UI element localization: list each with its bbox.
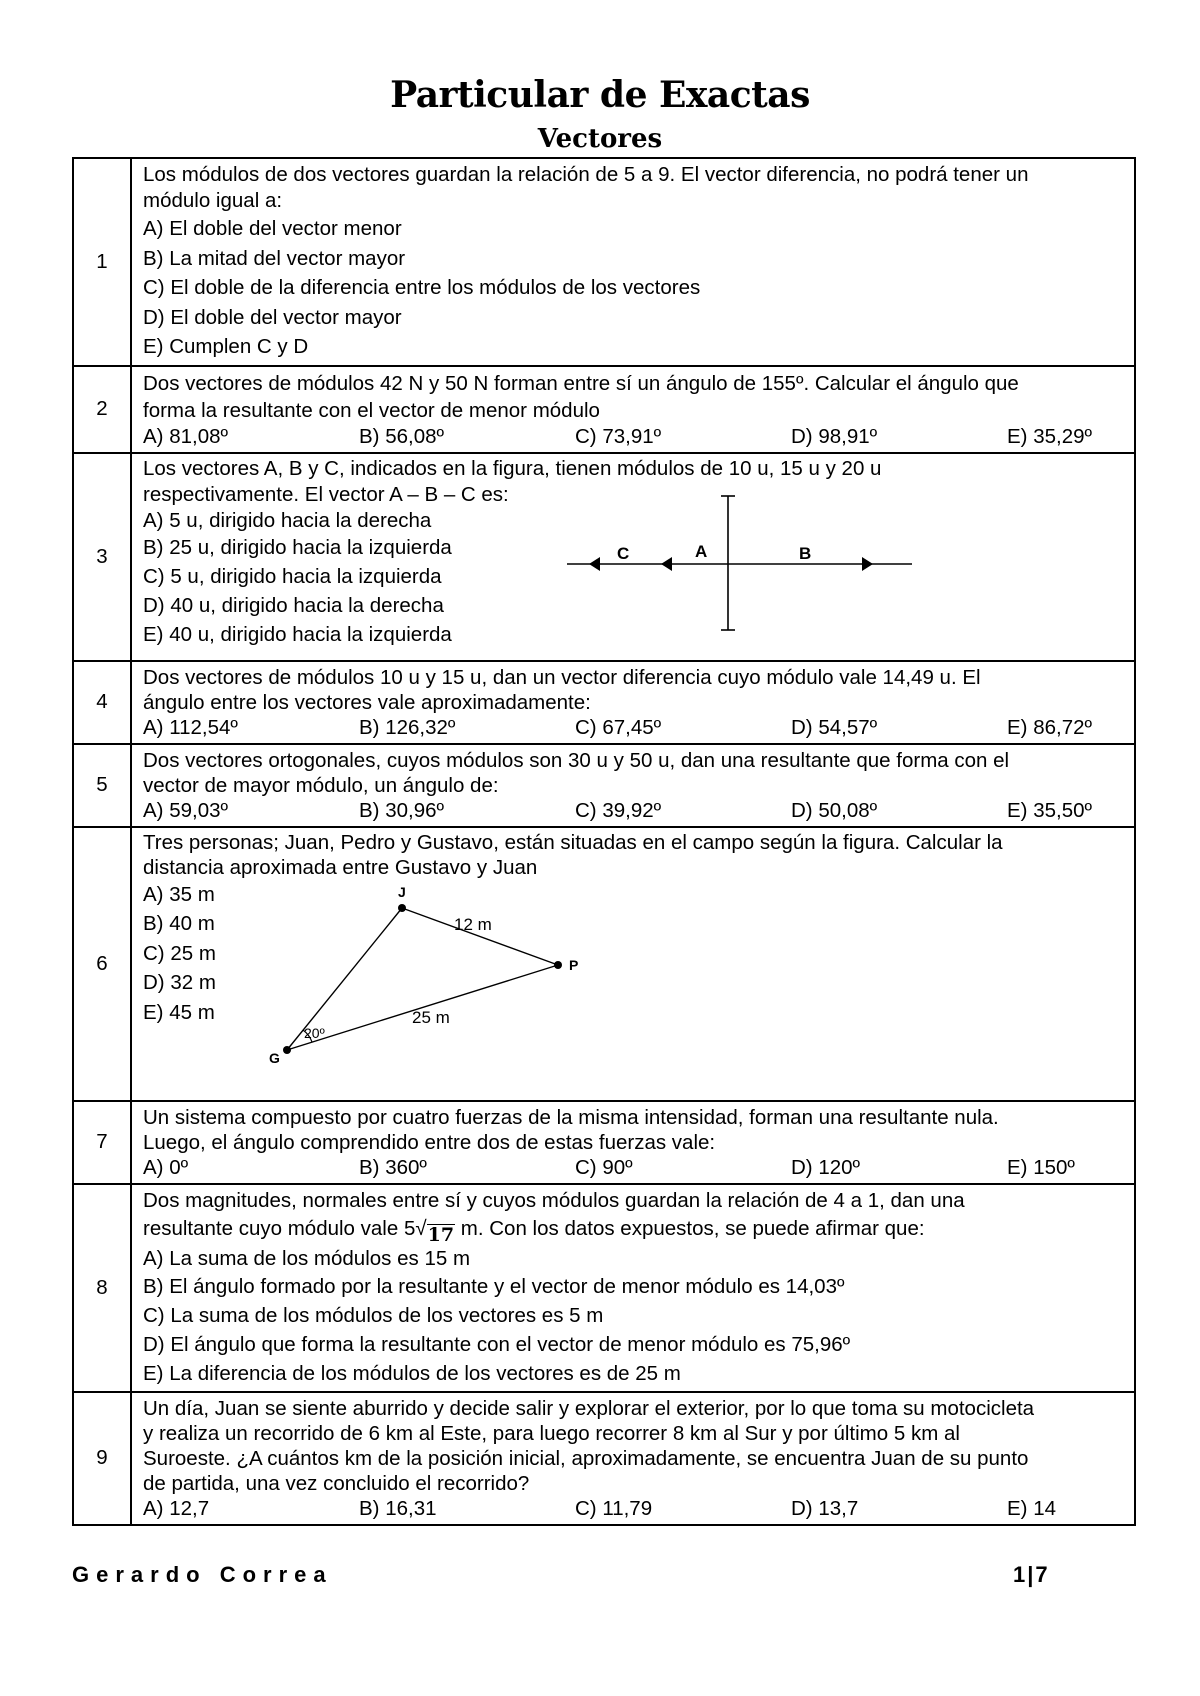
option: E) 14 <box>1007 1496 1056 1520</box>
text-segment: resultante cuyo módulo vale 5 <box>143 1216 416 1240</box>
question-text <box>143 1213 1126 1245</box>
option: D) El doble del vector mayor <box>143 305 402 329</box>
radical-sign-icon: √ <box>415 1216 427 1240</box>
questions-table <box>72 157 1136 1526</box>
question-number: 1 <box>73 158 131 366</box>
question-text: Un día, Juan se siente aburrido y decide salir y explorar el exterior, por lo que toma su motocicleta <box>143 1396 1035 1420</box>
question-body <box>131 744 1135 827</box>
question-text: Dos vectores ortogonales, cuyos módulos son 30 u y 50 u, dan una resultante que forma con el <box>143 748 1010 772</box>
option: D) El ángulo que forma la resultante con el vector de menor módulo es 75,96º <box>143 1332 851 1356</box>
question-body <box>131 158 1135 366</box>
question-text: forma la resultante con el vector de menor módulo <box>143 398 600 422</box>
label-b: B <box>799 543 812 563</box>
arrow-a-icon <box>661 557 672 571</box>
question-number: 4 <box>73 661 131 744</box>
option: D) 120º <box>791 1155 861 1179</box>
square-root <box>415 1213 455 1245</box>
radicand: 17 <box>427 1223 455 1246</box>
question-text: ángulo entre los vectores vale aproximadamente: <box>143 690 591 714</box>
question-row <box>73 1184 1135 1392</box>
option: B) 30,96º <box>359 798 444 822</box>
question-body <box>131 1392 1135 1525</box>
option: A) 12,7 <box>143 1496 210 1520</box>
page-title: Particular de Exactas <box>390 74 810 116</box>
option: B) 56,08º <box>359 424 444 448</box>
question-number: 3 <box>73 453 131 661</box>
question-body <box>131 1184 1135 1392</box>
option: D) 54,57º <box>791 715 878 739</box>
text-segment: m. Con los datos expuestos, se puede afirmar que: <box>455 1216 925 1240</box>
question-text: Los vectores A, B y C, indicados en la figura, tienen módulos de 10 u, 15 u y 20 u <box>143 456 882 480</box>
option: D) 40 u, dirigido hacia la derecha <box>143 593 444 617</box>
question-text: Suroeste. ¿A cuántos km de la posición inicial, aproximadamente, se encuentra Juan de su punto <box>143 1446 1029 1470</box>
question-text: Tres personas; Juan, Pedro y Gustavo, están situadas en el campo según la figura. Calcular la <box>143 830 1003 854</box>
arrow-c-icon <box>589 557 600 571</box>
question-body <box>131 661 1135 744</box>
distance-gp: 25 m <box>412 1007 450 1027</box>
question-body <box>131 827 1135 1101</box>
option: C) 11,79 <box>575 1496 653 1520</box>
options-row <box>143 1496 1126 1521</box>
question-text: Dos magnitudes, normales entre sí y cuyos módulos guardan la relación de 4 a 1, dan una <box>143 1188 965 1212</box>
question-text: Dos vectores de módulos 10 u y 15 u, dan un vector diferencia cuyo módulo vale 14,49 u. El <box>143 665 981 689</box>
option: A) 0º <box>143 1155 189 1179</box>
option: C) 5 u, dirigido hacia la izquierda <box>143 564 442 588</box>
option: C) 90º <box>575 1155 633 1179</box>
question-body <box>131 366 1135 453</box>
option: E) 45 m <box>143 1000 215 1024</box>
footer-author: Gerardo Correa <box>72 1562 333 1587</box>
option: E) 35,29º <box>1007 424 1092 448</box>
option: D) 98,91º <box>791 424 878 448</box>
label-g: G <box>269 1049 280 1066</box>
option: D) 32 m <box>143 971 216 994</box>
option: C) 39,92º <box>575 798 662 822</box>
option: E) La diferencia de los módulos de los vectores es de 25 m <box>143 1361 681 1385</box>
triangle-diagram <box>269 883 622 1098</box>
question-number: 7 <box>73 1101 131 1184</box>
option: E) 40 u, dirigido hacia la izquierda <box>143 622 452 646</box>
option: B) 16,31 <box>359 1496 437 1520</box>
question-row <box>73 366 1135 453</box>
page-number: 1|7 <box>1013 1562 1050 1587</box>
options-row <box>143 798 1126 823</box>
label-a: A <box>695 541 708 561</box>
option: C) 25 m <box>143 941 216 965</box>
label-c: C <box>617 543 630 563</box>
angle-label: 20º <box>304 1024 325 1041</box>
vector-diagram <box>567 490 927 640</box>
label-p: P <box>569 956 579 973</box>
question-row <box>73 453 1135 661</box>
option: B) 126,32º <box>359 715 456 739</box>
option: A) 112,54º <box>143 715 238 739</box>
option: E) 150º <box>1007 1155 1075 1179</box>
option: A) El doble del vector menor <box>143 217 402 240</box>
options-row <box>143 1155 1126 1180</box>
question-row <box>73 1101 1135 1184</box>
question-text: Luego, el ángulo comprendido entre dos de estas fuerzas vale: <box>143 1130 716 1154</box>
option: B) El ángulo formado por la resultante y el vector de menor módulo es 14,03º <box>143 1274 845 1298</box>
question-row <box>73 661 1135 744</box>
point-g-icon <box>283 1046 291 1054</box>
option: D) 13,7 <box>791 1496 859 1520</box>
question-body <box>131 453 1135 661</box>
options-row <box>143 424 1126 449</box>
question-number: 2 <box>73 366 131 453</box>
label-j: J <box>398 883 406 900</box>
option: C) 73,91º <box>575 424 662 448</box>
option: E) 86,72º <box>1007 715 1092 739</box>
option: C) La suma de los módulos de los vectores es 5 m <box>143 1303 604 1327</box>
question-text: vector de mayor módulo, un ángulo de: <box>143 773 499 797</box>
question-number: 6 <box>73 827 131 1101</box>
question-text: de partida, una vez concluido el recorrido? <box>143 1471 530 1495</box>
option: D) 50,08º <box>791 798 878 822</box>
question-row <box>73 827 1135 1101</box>
question-body <box>131 1101 1135 1184</box>
point-p-icon <box>554 961 562 969</box>
question-number: 8 <box>73 1184 131 1392</box>
arrow-b-icon <box>862 557 873 571</box>
question-text: Un sistema compuesto por cuatro fuerzas de la misma intensidad, forman una resultante nula. <box>143 1105 999 1129</box>
option: E) Cumplen C y D <box>143 335 309 358</box>
question-text: Los módulos de dos vectores guardan la relación de 5 a 9. El vector diferencia, no podrá tener un <box>143 163 1029 186</box>
question-row <box>73 158 1135 366</box>
option: A) La suma de los módulos es 15 m <box>143 1246 471 1270</box>
option: C) El doble de la diferencia entre los módulos de los vectores <box>143 276 701 299</box>
option: B) 360º <box>359 1155 427 1179</box>
option: A) 81,08º <box>143 424 228 448</box>
question-text: respectivamente. El vector A – B – C es: <box>143 482 509 506</box>
option: C) 67,45º <box>575 715 662 739</box>
option: A) 35 m <box>143 882 215 906</box>
question-text: y realiza un recorrido de 6 km al Este, para luego recorrer 8 km al Sur y por último 5 km al <box>143 1421 960 1445</box>
option: E) 35,50º <box>1007 798 1092 822</box>
question-row <box>73 1392 1135 1525</box>
question-text: módulo igual a: <box>143 189 283 212</box>
option: A) 59,03º <box>143 798 228 822</box>
option: B) La mitad del vector mayor <box>143 246 406 270</box>
page-subtitle: Vectores <box>537 124 663 154</box>
question-text: distancia aproximada entre Gustavo y Juan <box>143 855 538 879</box>
question-number: 5 <box>73 744 131 827</box>
distance-jp: 12 m <box>454 914 492 934</box>
options-row <box>143 715 1126 740</box>
option: A) 5 u, dirigido hacia la derecha <box>143 508 432 532</box>
question-number: 9 <box>73 1392 131 1525</box>
option: B) 25 u, dirigido hacia la izquierda <box>143 535 452 559</box>
option: B) 40 m <box>143 912 215 935</box>
question-row <box>73 744 1135 827</box>
question-text: Dos vectores de módulos 42 N y 50 N forman entre sí un ángulo de 155º. Calcular el ángulo que <box>143 371 1019 395</box>
point-j-icon <box>398 904 406 912</box>
